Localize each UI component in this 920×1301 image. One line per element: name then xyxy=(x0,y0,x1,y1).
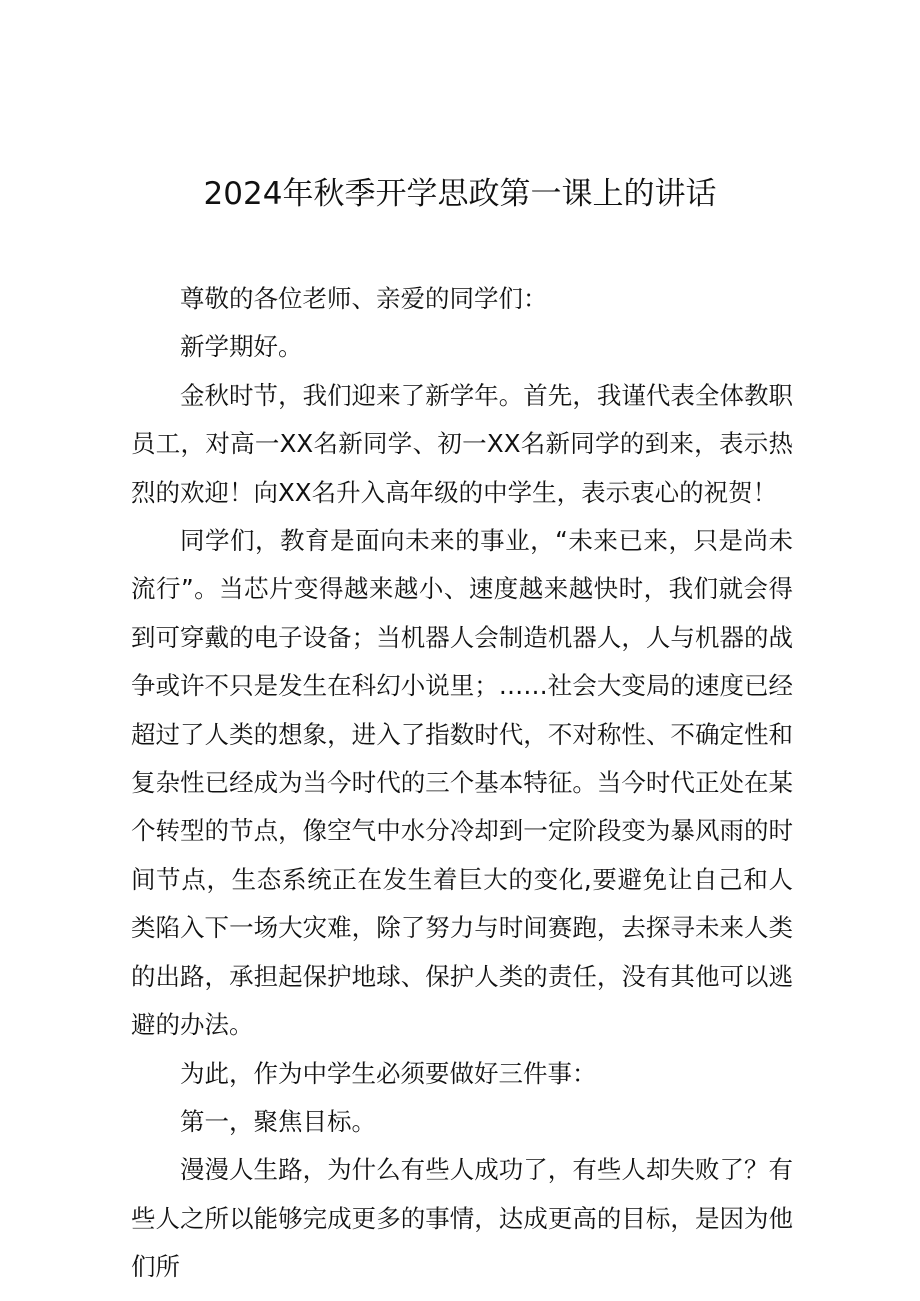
paragraph-three-tasks: 为此，作为中学生必须要做好三件事： xyxy=(180,1058,597,1088)
document-body xyxy=(131,275,793,1292)
paragraph-salutation: 尊敬的各位老师、亲爱的同学们： xyxy=(180,284,548,313)
document-title: 2024年秋季开学思政第一课上的讲话 xyxy=(203,176,717,212)
paragraph-future: 同学们，教育是面向未来的事业，“未来已来，只是尚未流行”。当芯片变得越来越小、速度越来越快时，我们就会得到可穿戴的电子设备；当机器人会制造机器人，人与机器的战争或许不只是发生在科幻小说里；……社会大变局的速度已经超过了人类的想象，进入了指数时代，不对称性、不确定性和复杂性已经成为当今时代的三个基本特征。当今时代正处在某个转型的节点，像空气中水分冷却到一定阶段变为暴风雨的时间节点，生态系统正在发生着巨大的变化,要避免让自己和人类陷入下一场大灾难，除了努力与时间赛跑，去探寻未来人类的出路，承担起保护地球、保护人类的责任，没有其他可以逃避的办法。 xyxy=(131,526,793,1040)
paragraph-life-road: 漫漫人生路，为什么有些人成功了，有些人却失败了？有些人之所以能够完成更多的事情，达成更高的目标，是因为他们所 xyxy=(131,1155,793,1282)
paragraph-first-task: 第一，聚焦目标。 xyxy=(180,1106,376,1136)
paragraph-welcome: 金秋时节，我们迎来了新学年。首先，我谨代表全体教职员工，对高一XX名新同学、初一XX名新同学的到来，表示热烈的欢迎！向XX名升入高年级的中学生，表示衷心的祝贺！ xyxy=(131,380,793,507)
paragraph-greeting: 新学期好。 xyxy=(180,332,303,362)
